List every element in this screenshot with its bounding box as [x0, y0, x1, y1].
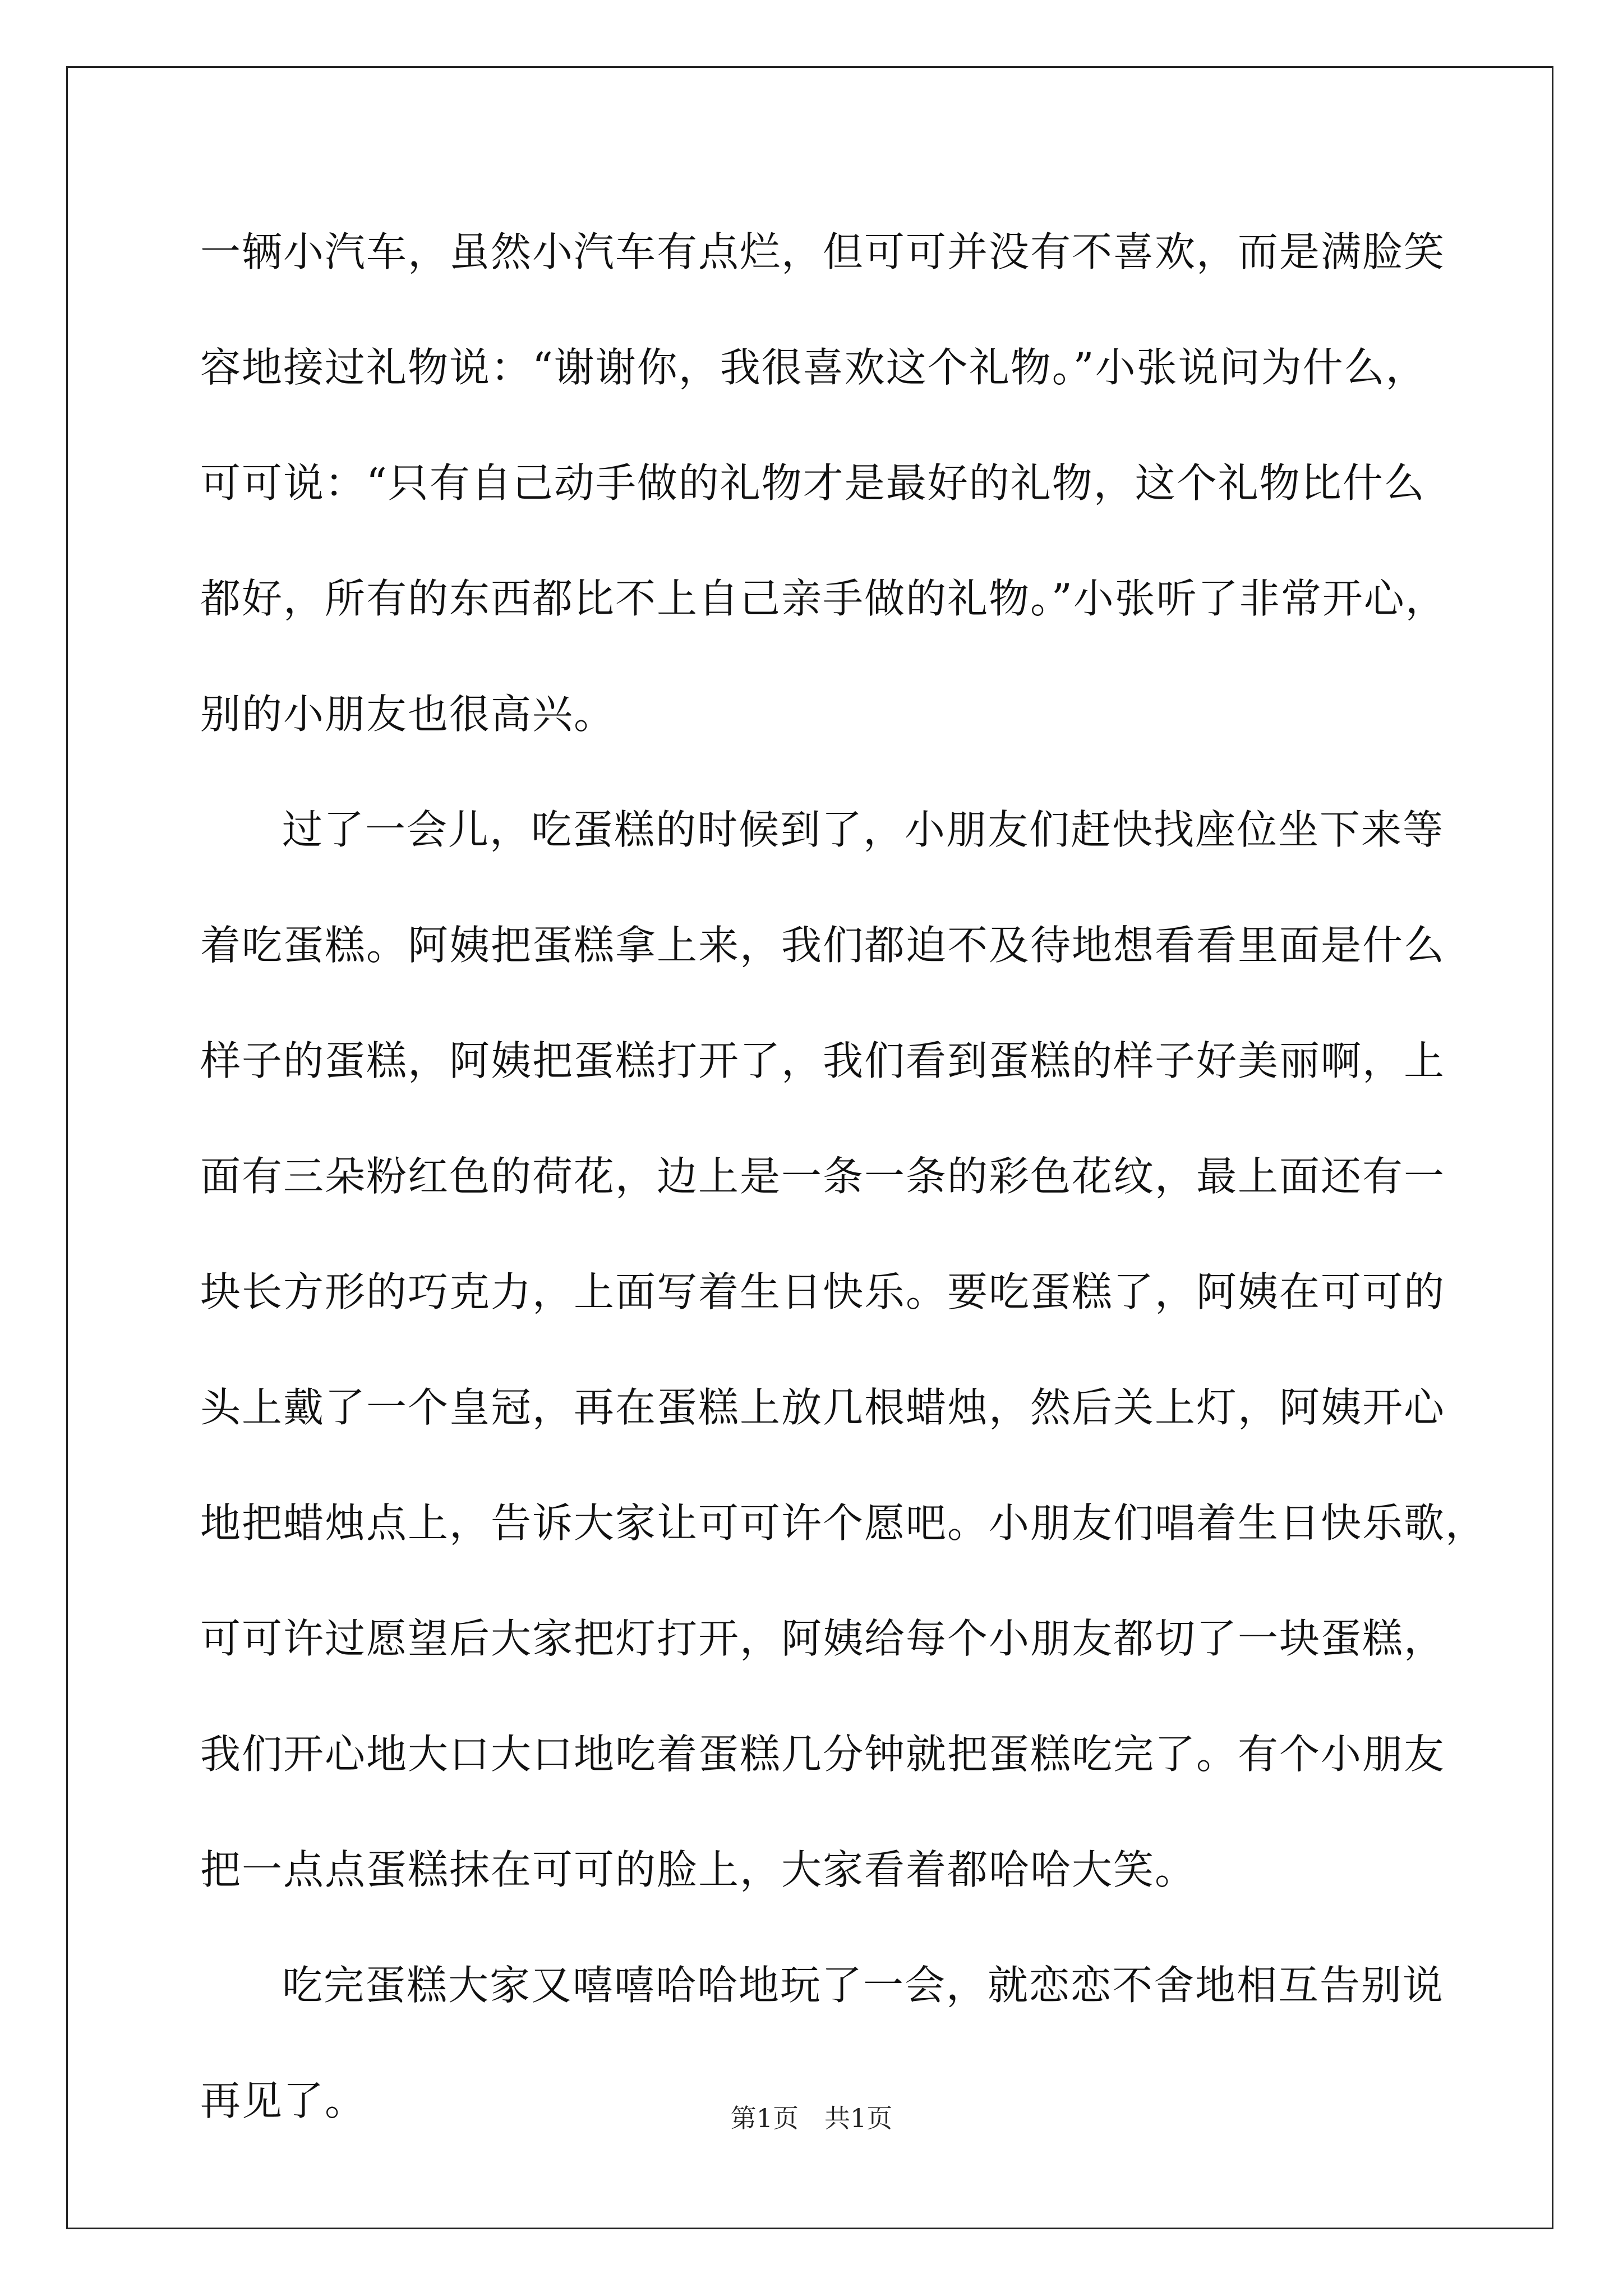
paragraph	[200, 223, 1447, 801]
page-number-footer: 第1页 共1页	[730, 2103, 893, 2133]
text-line: 吃完蛋糕大家又嘻嘻哈哈地玩了一会，就恋恋不舍地相互告别说	[282, 1962, 1445, 2009]
paragraph	[200, 1957, 1445, 2188]
text-line: 把一点点蛋糕抹在可可的脸上，大家看着都哈哈大笑。	[200, 1846, 1197, 1893]
text-line: 头上戴了一个皇冠，再在蛋糕上放几根蜡烛，然后关上灯，阿姨开心	[200, 1384, 1446, 1431]
text-line: 再见了。	[200, 2077, 367, 2124]
text-line: 可可许过愿望后大家把灯打开，阿姨给每个小朋友都切了一块蛋糕，	[200, 1615, 1446, 1662]
text-line: 别的小朋友也很高兴。	[200, 691, 616, 738]
paragraph	[200, 801, 1487, 1957]
text-line: 我们开心地大口大口地吃着蛋糕几分钟就把蛋糕吃完了。有个小朋友	[200, 1731, 1446, 1778]
document-body	[200, 223, 1487, 2188]
text-line: 可可说：“只有自己动手做的礼物才是最好的礼物，这个礼物比什么	[200, 459, 1426, 507]
text-line: 容地接过礼物说：“谢谢你，我很喜欢这个礼物。”小张说问为什么，	[200, 344, 1427, 391]
text-line: 一辆小汽车，虽然小汽车有点烂，但可可并没有不喜欢，而是满脸笑	[200, 228, 1446, 275]
text-line: 过了一会儿，吃蛋糕的时候到了，小朋友们赶快找座位坐下来等	[282, 806, 1445, 853]
text-line: 着吃蛋糕。阿姨把蛋糕拿上来，我们都迫不及待地想看看里面是什么	[200, 922, 1446, 969]
text-line: 都好，所有的东西都比不上自己亲手做的礼物。”小张听了非常开心，	[200, 575, 1447, 622]
text-line: 块长方形的巧克力，上面写着生日快乐。要吃蛋糕了，阿姨在可可的	[200, 1268, 1446, 1315]
text-line: 样子的蛋糕，阿姨把蛋糕打开了，我们看到蛋糕的样子好美丽啊，上	[200, 1037, 1446, 1084]
text-line: 面有三朵粉红色的荷花，边上是一条一条的彩色花纹，最上面还有一	[200, 1153, 1446, 1200]
text-line: 地把蜡烛点上，告诉大家让可可许个愿吧。小朋友们唱着生日快乐歌，	[200, 1499, 1487, 1547]
